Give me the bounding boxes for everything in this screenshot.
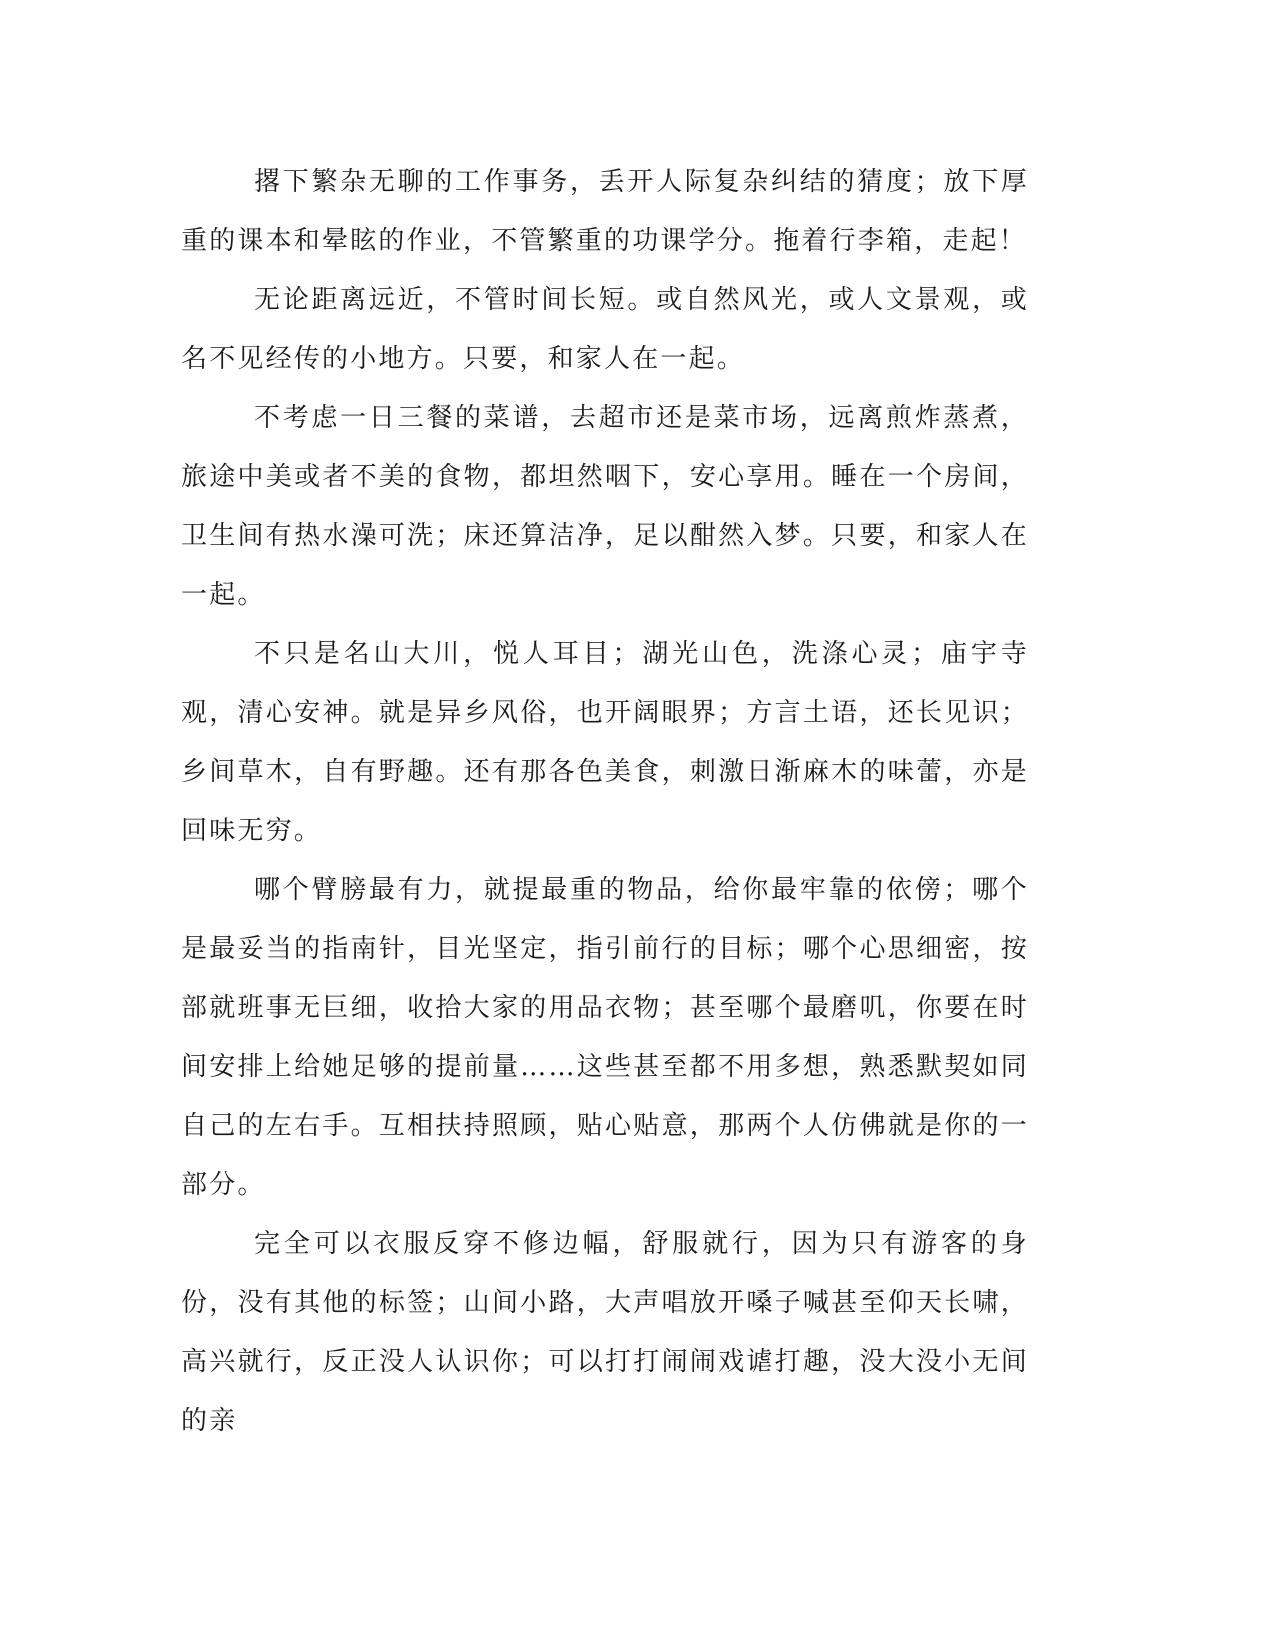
paragraph-3: 不考虑一日三餐的菜谱，去超市还是菜市场，远离煎炸蒸煮，旅途中美或者不美的食物，都坦然咽下，安心享用。睡在一个房间，卫生间有热水澡可洗；床还算洁净，足以酣然入梦。只要，和家人在一起。 [181, 403, 1029, 610]
paragraph-4: 不只是名山大川，悦人耳目；湖光山色，洗涤心灵；庙宇寺观，清心安神。就是异乡风俗，也开阔眼界；方言土语，还长见识；乡间草木，自有野趣。还有那各色美食，刺激日渐麻木的味蕾，亦是回味无穷。 [181, 639, 1029, 846]
paragraph-5: 哪个臂膀最有力，就提最重的物品，给你最牢靠的依傍；哪个是最妥当的指南针，目光坚定，指引前行的目标；哪个心思细密，按部就班事无巨细，收拾大家的用品衣物；甚至哪个最磨叽，你要在时间安排上给她足够的提前量……这些甚至都不用多想，熟悉默契如同自己的左右手。互相扶持照顾，贴心贴意，那两个人仿佛就是你的一部分。 [181, 875, 1029, 1200]
paragraph-6: 完全可以衣服反穿不修边幅，舒服就行，因为只有游客的身份，没有其他的标签；山间小路，大声唱放开嗓子喊甚至仰天长啸，高兴就行，反正没人认识你；可以打打闹闹戏谑打趣，没大没小无间的亲 [181, 1229, 1029, 1436]
document-body [181, 153, 1029, 1451]
paragraph-1: 撂下繁杂无聊的工作事务，丢开人际复杂纠结的猜度；放下厚重的课本和晕眩的作业，不管繁重的功课学分。拖着行李箱，走起！ [181, 167, 1029, 256]
paragraph-2: 无论距离远近，不管时间长短。或自然风光，或人文景观，或名不见经传的小地方。只要，和家人在一起。 [181, 285, 1029, 374]
